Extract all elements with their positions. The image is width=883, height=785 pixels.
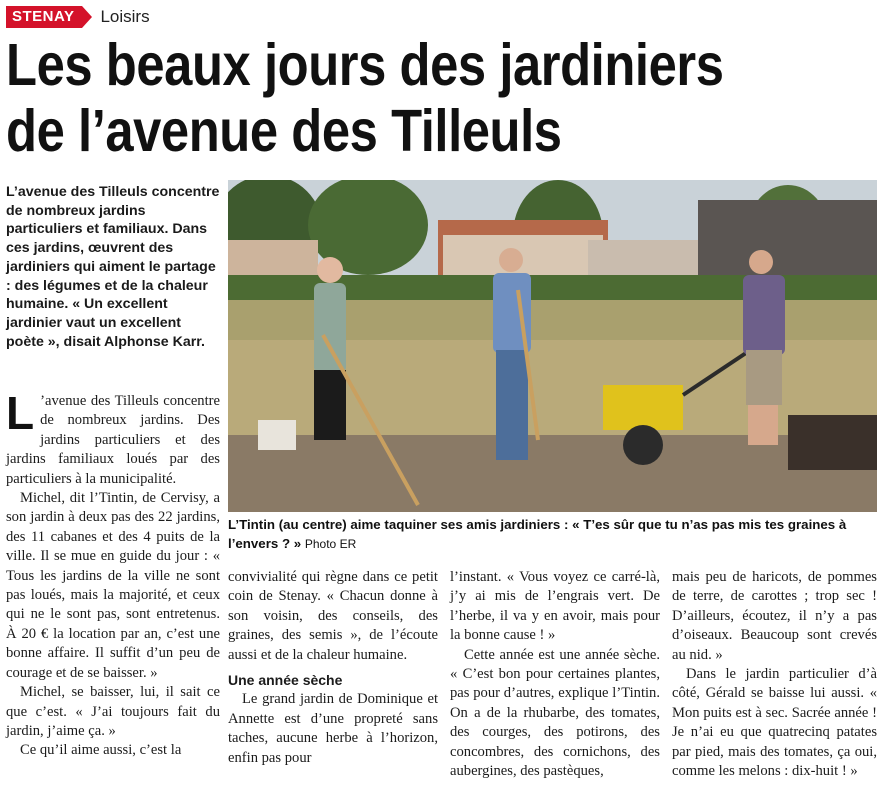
body-paragraph: Ce qu’il aime aussi, c’est la <box>20 742 182 759</box>
gardeners-photo <box>228 180 877 512</box>
photo-credit: Photo ER <box>304 536 357 551</box>
photo-caption <box>228 516 877 553</box>
body-column-1 <box>6 387 220 761</box>
body-column-4 <box>672 568 877 781</box>
caption-text: L’Tintin (au centre) aime taquiner ses amis jardiniers : « T’es sûr que tu n’as pas mis tes graines à l’envers ? » <box>228 517 847 551</box>
body-paragraph: convivialité qui règne dans ce petit coin de Stenay. « Chacun donne à son voisin, des conseils, des graines, des semis », de l’écoute aussi et de la chaleur humaine. <box>228 569 438 663</box>
rubric <box>6 6 150 28</box>
headline-line-2: de l’avenue des Tilleuls <box>6 98 562 164</box>
body-paragraph: L ’avenue des Tilleuls concentre de nombreux jardins. Des jardins particuliers et des jardins familiaux loués par des particuliers à la municipalité. <box>6 387 220 487</box>
headline <box>6 32 875 164</box>
body-paragraph: mais peu de haricots, de pommes de terre, de carottes ; trop sec ! D’ailleurs, écoutez, il n’y a pas d’oiseaux. Beaucoup sont crevés au nid. » <box>672 569 877 663</box>
lead-paragraph: L’avenue des Tilleuls concentre de nombreux jardins particuliers et familiaux. Dans ces jardins, œuvrent des jardiniers qui aiment le partage : des légumes et de la chaleur humaine. « Un excellent jardinier vaut un excellent poète », disait Alphonse Karr. <box>6 184 220 350</box>
body-paragraph: l’instant. « Vous voyez ce carré-là, j’y ai mis de l’engrais vert. De l’herbe, il va y en avoir, mais pour la bonne cause ! » <box>450 569 660 644</box>
body-column-3 <box>450 568 660 781</box>
section-label: Loisirs <box>100 7 150 26</box>
subheading: Une année sèche <box>228 672 343 689</box>
body-paragraph: Michel, se baisser, lui, il sait ce que c’est. « J’ai toujours fait du jardin, j’aime ça. » <box>6 684 220 739</box>
body-paragraph: Michel, dit l’Tintin, de Cervisy, a son jardin à deux pas des 22 jardins, des 11 cabanes et des 4 puits de la ville. Il se mue en guide du jour : « Tous les jardins de la ville ne sont pas loués, mais la majorité, et ceux qui ne le sont pas, sont entretenus. À 20 € la location par an, c’est une bonne affaire. Il suffit d’un peu de courage et de se baisser. » <box>6 490 220 681</box>
town-tag: STENAY <box>6 6 82 28</box>
body-paragraph: Dans le jardin particulier d’à côté, Gérald se baisse lui aussi. « Mon puits est à sec. Sacrée année ! Je n’ai eu que quatrecinq patates par pied, mais des tomates, ça oui, comme les melons : dix-huit ! » <box>672 666 877 780</box>
body-paragraph: Le grand jardin de Dominique et Annette est d’une propreté sans taches, aucune herbe à l’horizon, enfin pas pour <box>228 691 438 766</box>
headline-line-1: Les beaux jours des jardiniers <box>6 32 724 98</box>
body-column-2 <box>228 568 438 768</box>
article-photo <box>228 180 877 512</box>
body-paragraph: Cette année est une année sèche. « C’est bon pour certaines plantes, pas pour d’autres, explique l’Tintin. On a de la rhubarbe, des tomates, des courges, des potirons, des concombres, des cornichons, des aubergines, des pastèques, <box>450 646 660 780</box>
drop-cap: L <box>6 387 35 439</box>
